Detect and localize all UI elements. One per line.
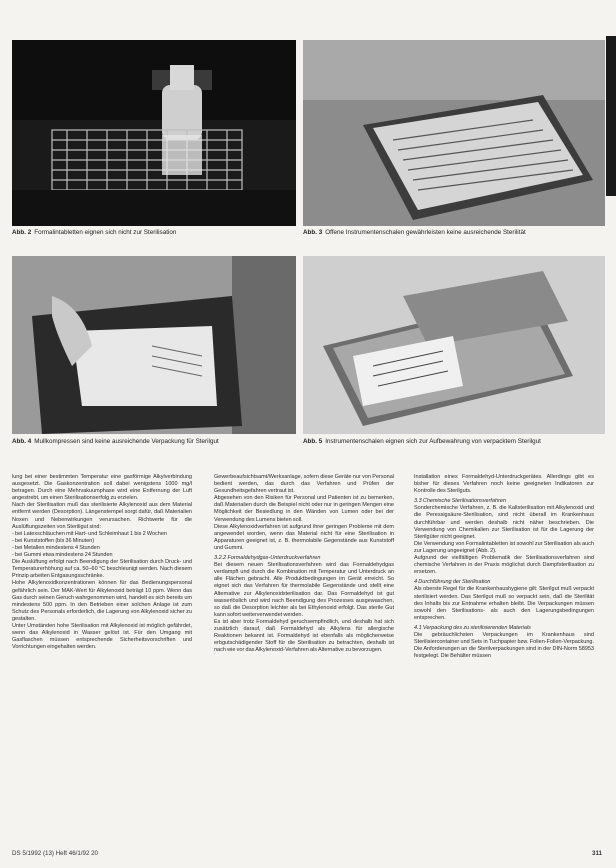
paragraph: Gewerbeaufsichtsamt/Werksanlage, sofern diese Geräte nur von Personal bedient werden, das durch das Verfahren und Prüfen der Gesundheitsgefahren vertraut ist.	[214, 474, 394, 495]
paragraph: Unter Umständen hohe Sterilisation mit Alkylenoxid ist möglich gefährdet, wenn das Alkylenoxid in Wasser gelöst ist. Für den Umgang mit Gasflaschen müssen entsprechende Sicherheitsvorschriften und Vorrichtungen eingehalten werden.	[12, 622, 192, 651]
paragraph: Aufgrund der vielfältigen Problematik der Sterilisationsverfahren sind chemische Verfahren in der Praxis möglichst durch Dampfsterilisation zu ersetzen.	[414, 555, 594, 576]
paragraph: Es ist aber trotz Formaldehyd geruchsempfindlich, und deshalb hat sich zusätzlich darauf, daß Formaldehyd als Alkylens für allergische Reaktionen bekannt ist. Formaldehyd ist ebenfalls als möglicherweise erbgutschädigender Stoff für die Sterilisation zu betrachten, deshalb ist nach wie vor das Alkylenoxid-Verfahren als Alternative zu bevorzugen.	[214, 618, 394, 654]
paragraph: Die gebräuchlichsten Verpackungen im Krankenhaus sind Sterilisiercontainer und Sets in Tuchpapier bzw. Folien-Folien-Verpackung. Die Anforderungen an die Sterilverpackungen sind in der DIN-Norm 58953 festgelegt. Die Behälter müssen	[414, 631, 594, 660]
footer-left: DS 5/1992 (13) Heft 46/1/92 20	[12, 850, 98, 857]
text-column-2	[214, 474, 394, 654]
paragraph: Installation eines Formaldehyd-Unterdruckgerätes. Allerdings gibt es bisher für dieses Verfahren noch keine geeigneten Indikatoren zur Kontrolle des Sterilguts.	[414, 474, 594, 495]
figure-5-caption	[303, 438, 605, 445]
figure-5-photo	[303, 256, 605, 434]
paragraph: - bei Metallen mindestens 4 Stunden	[12, 544, 100, 551]
page-number: 311	[592, 850, 602, 857]
figure-3-photo	[303, 40, 605, 226]
section-heading: 3.3 Chemische Sterilisationsverfahren	[414, 498, 507, 505]
paragraph: Abgesehen von den Risiken für Personal und Patienten ist zu bemerken, daß Materialien durch die Beispiel nicht oder nur in geringen Mengen eine Möglichkeit der Besiedlung in den Wänden von Lumen oder bei der Verwendung des Lumens bieten soll.	[214, 495, 394, 523]
page-edge-mark	[606, 36, 616, 196]
figure-5-label: Abb. 5	[303, 438, 323, 445]
paragraph: - bei Gummi etwa mindestens 24 Stunden	[12, 552, 113, 559]
paragraph: Als oberste Regel für die Krankenhaushygiene gilt: Sterilgut muß verpackt sterilisiert werden. Das Sterilgut muß so verpackt sein, daß die Sterilität des Inhalts bis zur Entnahme erhalten bleibt. Die Verpackungen müssen sowohl den Sterilisations- als auch den Lagerungsbedingungen entsprechen.	[414, 586, 594, 621]
paragraph: Diese Alkylenoxidverfahren ist aufgrund ihrer geringen Probleme mit dem angewendet worden, wenn das Material nicht für eine Sterilisation in Apparaturen geeignet ist, z. B. thermolabile Gegenstände aus Kunststoff und Gummi.	[214, 523, 394, 551]
figure-3-caption	[303, 229, 605, 236]
paragraph: Die Auslüftung erfolgt nach Beendigung der Sterilisation durch Druck- und Temperaturerhöhung auf ca. 50–60 °C beschleunigt werden. Nach diesem Prinzip arbeiten Entgasungsschränke.	[12, 559, 192, 580]
figure-4-photo	[12, 256, 296, 434]
paragraph: Bei diesem neuen Sterilisationsverfahren wird das Formaldehydgas verdampft und durch die Kombination mit Temperatur und Unterdruck an alle Flächen gebracht. Alle Produktbedingungen im Gerät erreicht. So eignet sich das Verfahren für thermolabile Gegenstände und stellt eine Alternative zur Alkylenoxidsterilisation dar. Das Formaldehyd ist gut wasserlöslich und wird nach Beendigung des Prozesses ausgewaschen, so daß die Desorption leichter als bei Ethylenoxid erfolgt. Das sterile Gut kann sofort weiterverwendet werden.	[214, 562, 394, 618]
figure-3-text: Offene Instrumentenschalen gewährleisten keine ausreichende Sterilität	[325, 229, 526, 236]
figure-4-label: Abb. 4	[12, 438, 32, 445]
text-column-3	[414, 474, 594, 660]
figure-2-label: Abb. 2	[12, 229, 32, 236]
figure-4-caption	[12, 438, 296, 445]
paragraph: Hohe Alkylenoxidkonzentrationen können für das Bedienungspersonal gefährlich sein. Der MAK-Wert für Alkylenoxid beträgt 10 ppm. Wenn das Gas durch seinen Geruch wahrgenommen wird, handelt es sich bereits um mindestens 500 ppm. In den Betrieben einer solchen Anlage ist zum Schutz des Personals erforderlich, die Lagerung von Alkylenoxid sicher zu gestalten.	[12, 580, 192, 622]
figure-4-text: Mullkompressen sind keine ausreichende Verpackung für Sterilgut	[34, 438, 219, 445]
section-heading: 4.1 Verpackung des zu sterilisierenden Materials	[414, 624, 531, 631]
figure-5-text: Instrumentenschalen eignen sich zur Aufbewahrung von verpacktem Sterilgut	[325, 438, 541, 445]
paragraph: - bei Kunststoffen (bis 36 Minuten)	[12, 537, 95, 544]
text-column-1	[12, 474, 192, 651]
figure-3-label: Abb. 3	[303, 229, 323, 236]
paragraph: Nach der Sterilisation muß das sterilisierte Alkylenoxid aus dem Material entfernt werden (Desorption). Längenstempel sorgt dafür, daß Materialien Noxen und Nebenwirkungen verursachen. Richtwerte für die Auslüftungszeiten von Steriligut sind:	[12, 502, 192, 530]
figure-2-text: Formalintabletten eignen sich nicht zur Sterilisation	[34, 229, 177, 236]
figure-2-photo	[12, 40, 296, 226]
section-heading: 4 Durchführung der Sterilisation	[414, 579, 491, 586]
paragraph: Die Verwendung von Formalintabletten ist sowohl zur Sterilisation als auch zur Lagerung ungeeignet (Abb. 2).	[414, 540, 594, 554]
paragraph: - bei Latexschläuchen mit Hart- und Schleimhaut 1 bis 2 Wochen	[12, 530, 167, 537]
section-heading: 3.2.2 Formaldehydgas-Unterdruckverfahren	[214, 555, 321, 562]
figure-2-caption	[12, 229, 296, 236]
paragraph: Sonderchemische Verfahren, z. B. die Kaltsterilisation mit Alkylenoxid und die Peressigsäure-Sterilisation, sind nicht überall im Krankenhaus durchführbar und werden deshalb nicht näher beschrieben. Die Verwendung von Chemikalien zur Sterilisation ist für die Lagerung der Sterilgüter nicht geeignet.	[414, 505, 594, 540]
paragraph: lung bei einer bestimmten Temperatur eine gasförmige Alkylverbindung ausgesetzt. Die Gaskonzentration soll dabei wenigstens 1000 mg/l betragen. Durch eine Mehrvakuumphase wird eine Entfernung der Luft angestrebt, um einen Sterilisationserfolg zu erzielen.	[12, 474, 192, 502]
